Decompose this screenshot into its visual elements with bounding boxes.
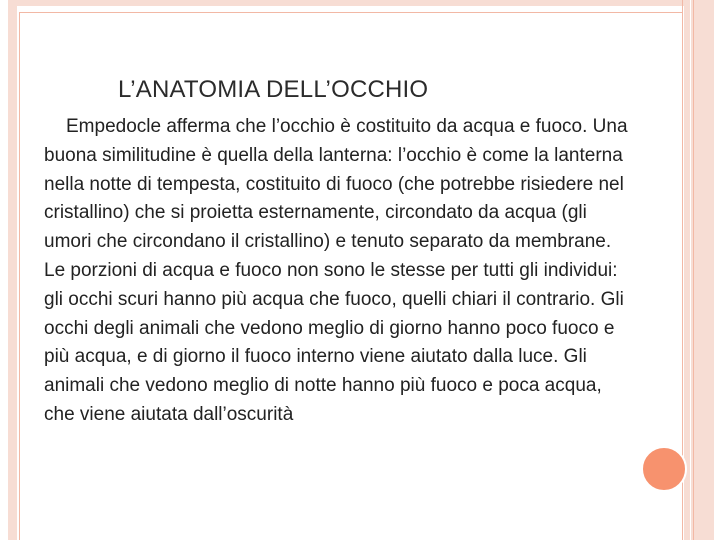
- inner-top-rule: [19, 12, 683, 13]
- right-border-band: [684, 0, 714, 540]
- right-rule-gap: [690, 0, 691, 540]
- inner-left-rule: [19, 12, 20, 540]
- slide-body-text: Empedocle afferma che l’occhio è costituito da acqua e fuoco. Una buona similitudine è quella della lanterna: l’occhio è come la lanterna nella notte di tempesta, costituito di fuoco (che potrebbe risiedere nel cristallino) che si proietta esternamente, circondato da acqua (gli umori che circondano il cristallino) e tenuto separato da membrane. Le porzioni di acqua e fuoco non sono le stesse per tutti gli individui: gli occhi scuri hanno più acqua che fuoco, quelli chiari il contrario. Gli occhi degli animali che vedono meglio di giorno hanno poco fuoco e più acqua, e di giorno il fuoco interno viene aiutato dalla luce. Gli animali che vedono meglio di notte hanno più fuoco e poca acqua, che viene aiutata dall’oscurità: [44, 116, 628, 425]
- left-border-band: [8, 0, 17, 540]
- top-border-band: [8, 0, 684, 6]
- slide-title: L’ANATOMIA DELL’OCCHIO: [118, 76, 429, 103]
- decorative-circle: [641, 446, 687, 492]
- right-rule-outer: [693, 0, 694, 540]
